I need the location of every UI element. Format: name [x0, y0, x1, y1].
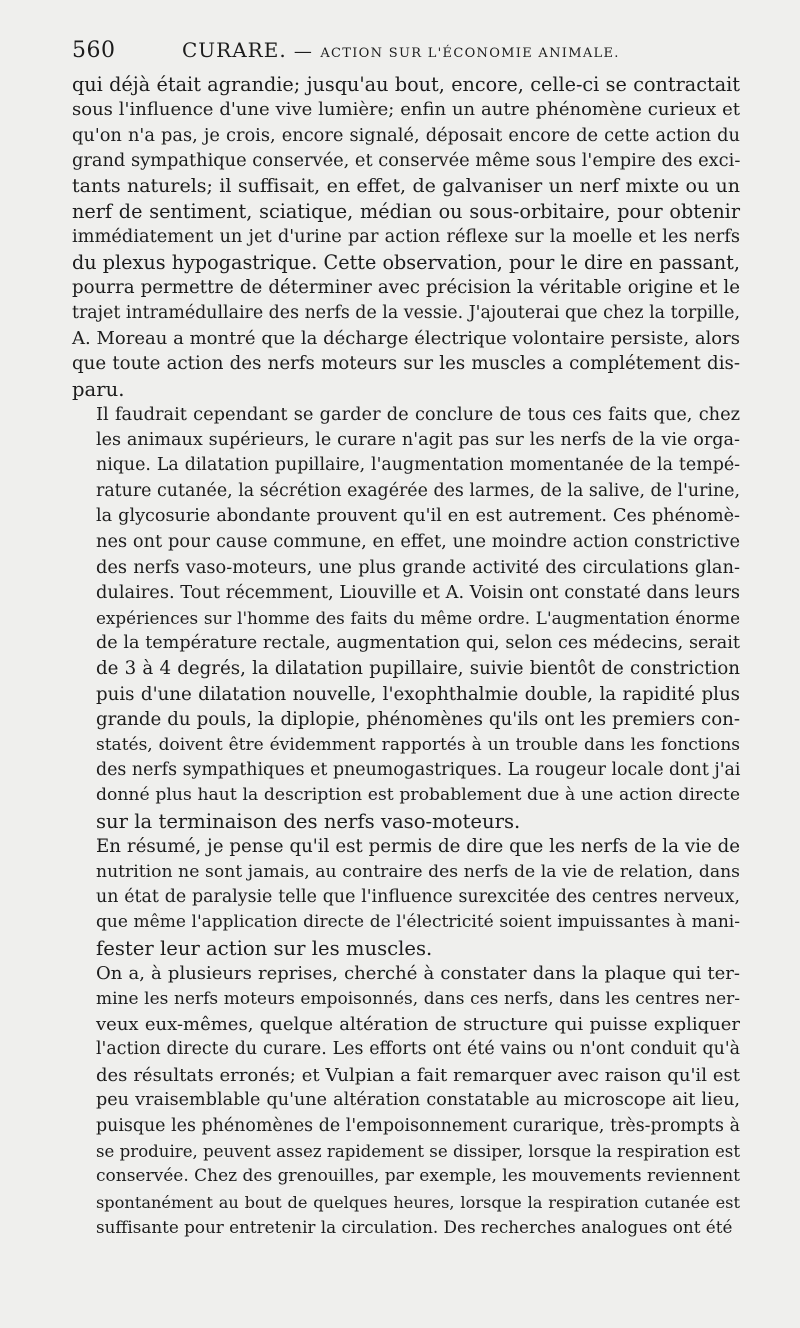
text-line: conservée. Chez des grenouilles, par exemple, les mouvements reviennent [96, 1166, 740, 1187]
text-line: En résumé, je pense qu'il est permis de dire que les nerfs de la vie de [96, 836, 740, 858]
running-title [182, 38, 620, 62]
paragraph [72, 834, 740, 961]
text-line: pourra permettre de déterminer avec précision la véritable origine et le [72, 277, 740, 299]
text-line: donné plus haut la description est probablement due à une action directe [96, 785, 740, 806]
text-line: grande du pouls, la diplopie, phénomènes qu'ils ont les premiers con- [96, 709, 740, 731]
text-line: mine les nerfs moteurs empoisonnés, dans ces nerfs, dans les centres ner- [96, 988, 740, 1009]
text-line: statés, doivent être évidemment rapportés à un trouble dans les fonctions [96, 734, 740, 755]
text-line: nerf de sentiment, sciatique, médian ou sous-orbitaire, pour obtenir [72, 200, 740, 224]
text-line: fester leur action sur les muscles. [96, 936, 433, 960]
text-line: A. Moreau a montré que la décharge électrique volontaire persiste, alors [72, 328, 740, 350]
text-line: du plexus hypogastrique. Cette observation, pour le dire en passant, [72, 250, 740, 274]
text-line: qui déjà était agrandie; jusqu'au bout, encore, celle-ci se contractait [72, 73, 740, 96]
text-line: paru. [72, 377, 125, 401]
text-line: dulaires. Tout récemment, Liouville et A. Voisin ont constaté dans leurs [96, 582, 741, 604]
text-line: l'action directe du curare. Les efforts ont été vains ou n'ont conduit qu'à [96, 1039, 740, 1060]
running-header [72, 38, 740, 68]
text-line: nes ont pour cause commune, en effet, une moindre action constrictive [96, 531, 740, 553]
text-line: puis d'une dilatation nouvelle, l'exophthalmie double, la rapidité plus [96, 683, 740, 705]
text-line: la glycosurie abondante prouvent qu'il en est autrement. Ces phénomè- [96, 505, 740, 526]
text-line: des nerfs sympathiques et pneumogastriques. La rougeur locale dont j'ai [96, 759, 741, 780]
text-line: peu vraisemblable qu'une altération constatable au microscope ait lieu, [96, 1090, 740, 1111]
text-line: grand sympathique conservée, et conservée même sous l'empire des exci- [72, 150, 741, 172]
text-line: tants naturels; il suffisait, en effet, de galvaniser un nerf mixte ou un [72, 174, 740, 197]
page-number: 560 [72, 38, 116, 63]
text-line: rature cutanée, la sécrétion exagérée des larmes, de la salive, de l'urine, [96, 480, 740, 501]
text-line: que même l'application directe de l'électricité soient impuissantes à mani- [96, 912, 740, 933]
text-line: se produire, peuvent assez rapidement se dissiper, lorsque la respiration est [96, 1142, 740, 1162]
text-line: spontanément au bout de quelques heures, lorsque la respiration cutanée est [96, 1192, 740, 1212]
text-line: de 3 à 4 degrés, la dilatation pupillaire, suivie bientôt de constriction [96, 658, 740, 680]
text-line: un état de paralysie telle que l'influence surexcitée des centres nerveux, [96, 887, 740, 907]
text-line: expériences sur l'homme des faits du même ordre. L'augmentation énorme [96, 607, 740, 628]
paragraph [72, 72, 740, 402]
text-line: nutrition ne sont jamais, au contraire des nerfs de la vie de relation, dans [96, 861, 740, 882]
text-line: que toute action des nerfs moteurs sur les muscles a complétement dis- [72, 353, 740, 375]
text-line: puisque les phénomènes de l'empoisonnement curarique, très-prompts à [96, 1115, 740, 1136]
text-line: sous l'influence d'une vive lumière; enfin un autre phénomène curieux et [72, 99, 740, 121]
running-title-dash: — [293, 41, 314, 62]
text-line: des nerfs vaso-moteurs, une plus grande activité des circulations glan- [96, 556, 740, 578]
running-title-main: CURARE. [182, 38, 287, 62]
body-text [72, 72, 740, 1241]
text-line: sur la terminaison des nerfs vaso-moteurs. [96, 809, 521, 833]
paragraph [72, 961, 740, 1240]
text-line: nique. La dilatation pupillaire, l'augmentation momentanée de la tempé- [96, 455, 740, 476]
text-line: On a, à plusieurs reprises, cherché à constater dans la plaque qui ter- [96, 963, 740, 985]
text-line: de la température rectale, augmentation qui, selon ces médecins, serait [96, 632, 740, 653]
text-line: immédiatement un jet d'urine par action réflexe sur la moelle et les nerfs [72, 226, 740, 248]
running-title-sub: ACTION SUR L'ÉCONOMIE ANIMALE. [320, 46, 620, 61]
paragraph [72, 402, 740, 834]
text-line: Il faudrait cependant se garder de conclure de tous ces faits que, chez [96, 404, 740, 426]
text-line: des résultats erronés; et Vulpian a fait remarquer avec raison qu'il est [96, 1064, 740, 1086]
text-line: veux eux-mêmes, quelque altération de structure qui puisse expliquer [96, 1014, 740, 1036]
text-line: trajet intramédullaire des nerfs de la vessie. J'ajouterai que chez la torpille, [72, 302, 740, 323]
text-line: les animaux supérieurs, le curare n'agit pas sur les nerfs de la vie orga- [96, 429, 740, 450]
text-line: suffisante pour entretenir la circulation. Des recherches analogues ont été [96, 1217, 733, 1238]
text-line: qu'on n'a pas, je crois, encore signalé, déposait encore de cette action du [72, 124, 740, 146]
